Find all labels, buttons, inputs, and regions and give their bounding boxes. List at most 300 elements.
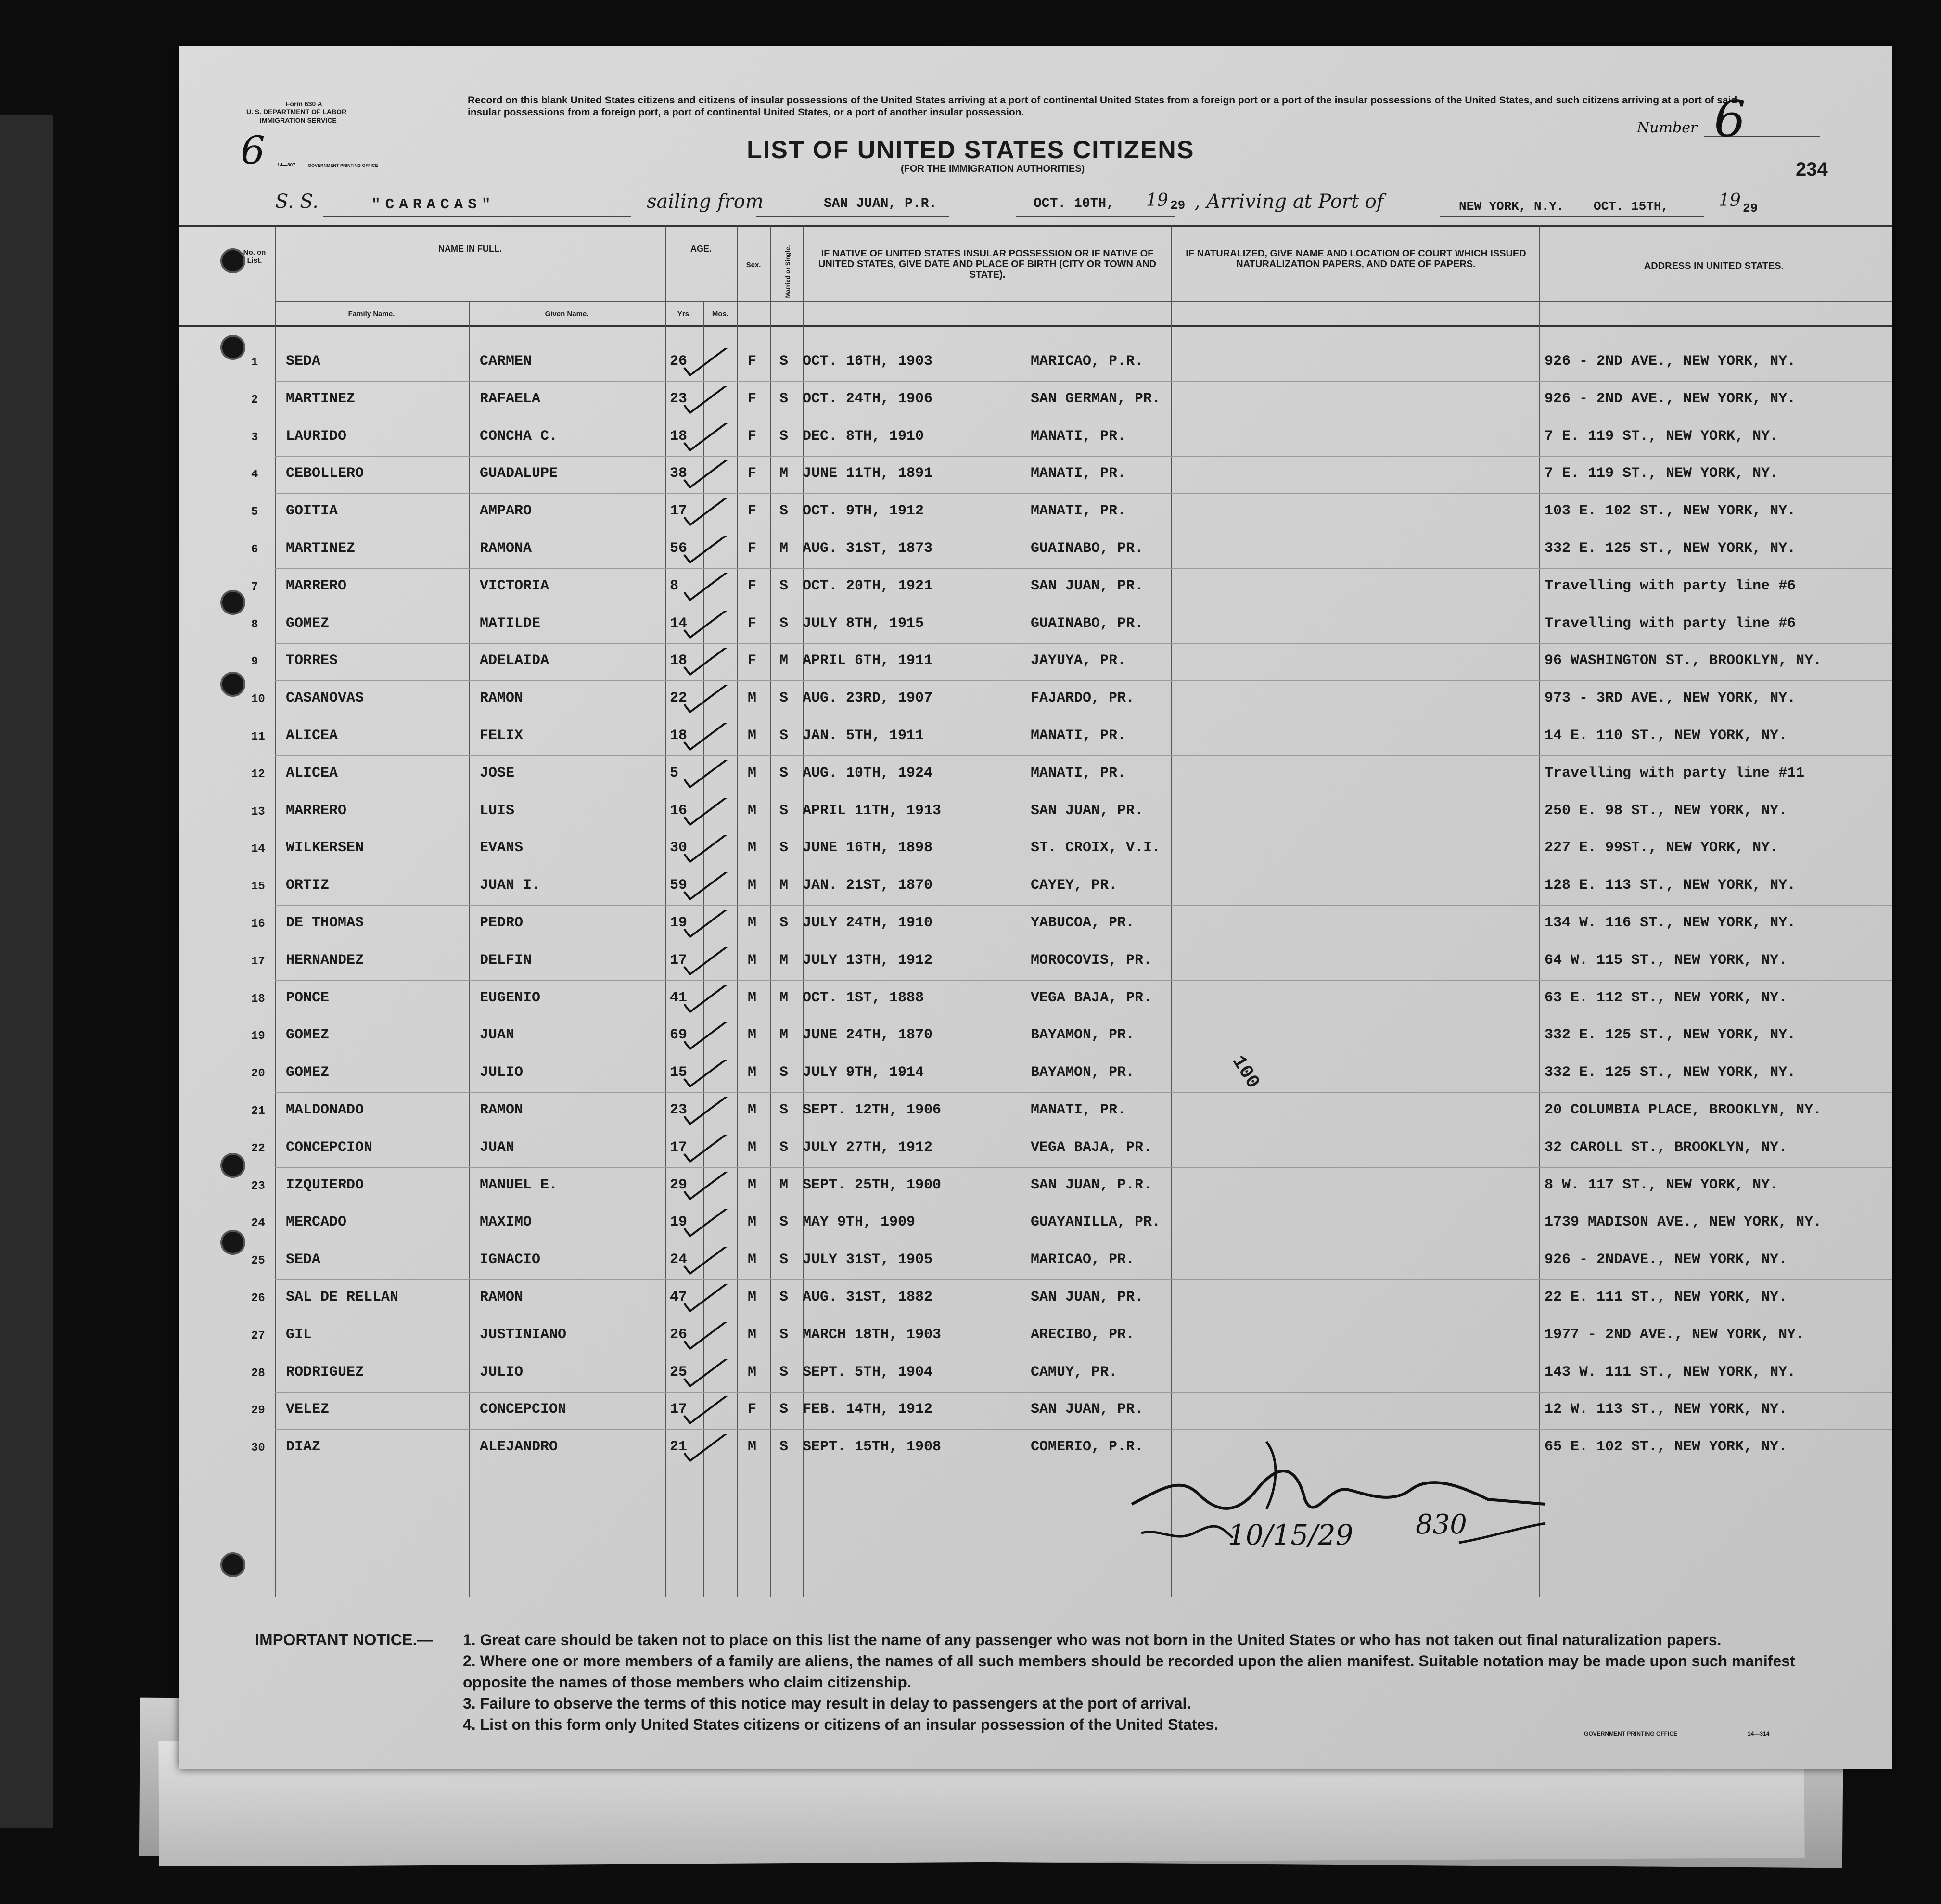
check-mark-icon xyxy=(679,723,747,752)
given-name: JUSTINIANO xyxy=(480,1326,567,1343)
col-header-native: IF NATIVE OF UNITED STATES INSULAR POSSESSION OR IF NATIVE OF UNITED STATES, GIVE DATE AND PLACE OF BIRTH (CITY OR TOWN AND STATE). xyxy=(818,248,1157,280)
given-name: CONCHA C. xyxy=(480,428,558,445)
marital-status: M xyxy=(779,465,789,482)
notice-item: 3. Failure to observe the terms of this notice may result in delay to passengers at the port of arrival. xyxy=(463,1695,1191,1712)
punch-hole xyxy=(220,1552,245,1577)
age: 29 xyxy=(670,1176,688,1193)
col-header-name: NAME IN FULL. xyxy=(438,244,502,254)
family-name: PONCE xyxy=(286,989,330,1006)
arriving-label: , Arriving at Port of xyxy=(1194,191,1384,213)
table-row xyxy=(179,681,1892,719)
row-number: 28 xyxy=(251,1367,265,1380)
marital-status: M xyxy=(779,1176,789,1193)
birth-date: JAN. 21ST, 1870 xyxy=(803,877,933,894)
check-mark-icon xyxy=(679,573,747,602)
given-name: PEDRO xyxy=(480,915,524,931)
age: 56 xyxy=(670,540,688,557)
given-name: JULIO xyxy=(480,1064,524,1081)
row-number: 18 xyxy=(251,992,265,1006)
birth-place: MANATI, PR. xyxy=(1031,765,1126,781)
table-row xyxy=(179,719,1892,756)
check-mark-icon xyxy=(679,611,747,639)
margin-mark: 6 xyxy=(241,128,265,173)
birth-date: AUG. 10TH, 1924 xyxy=(803,765,933,781)
birth-date: DEC. 8TH, 1910 xyxy=(803,428,924,445)
check-mark-icon xyxy=(679,910,747,939)
table-row xyxy=(179,1280,1892,1318)
birth-date: OCT. 9TH, 1912 xyxy=(803,503,924,520)
col-header-naturalized: IF NATURALIZED, GIVE NAME AND LOCATION OF COURT WHICH ISSUED NATURALIZATION PAPERS, AND DATE OF PAPERS. xyxy=(1186,248,1526,269)
birth-place: MOROCOVIS, PR. xyxy=(1031,952,1152,969)
col-header-family: Family Name. xyxy=(348,310,395,318)
row-number: 3 xyxy=(251,431,258,444)
birth-place: JAYUYA, PR. xyxy=(1031,652,1126,669)
age: 18 xyxy=(670,428,688,445)
row-number: 9 xyxy=(251,655,258,669)
age: 5 xyxy=(670,765,679,781)
given-name: MANUEL E. xyxy=(480,1176,558,1193)
birth-date: OCT. 1ST, 1888 xyxy=(803,989,924,1006)
birth-date: MAY 9TH, 1909 xyxy=(803,1214,916,1231)
check-mark-icon xyxy=(679,1284,747,1313)
from-underline xyxy=(756,216,949,217)
age: 30 xyxy=(670,840,688,856)
address: 1739 MADISON AVE., NEW YORK, NY. xyxy=(1545,1214,1822,1231)
sail-year: 29 xyxy=(1170,198,1186,213)
table-row xyxy=(179,1355,1892,1393)
age: 69 xyxy=(670,1027,688,1044)
family-name: SEDA xyxy=(286,353,321,370)
birth-date: APRIL 6TH, 1911 xyxy=(803,652,933,669)
notice-lead: IMPORTANT NOTICE.— xyxy=(255,1631,433,1648)
given-name: RAMON xyxy=(480,1102,524,1118)
given-name: JOSE xyxy=(480,765,515,781)
age: 25 xyxy=(670,1364,688,1380)
table-row xyxy=(179,831,1892,869)
birth-place: MANATI, PR. xyxy=(1031,1102,1126,1118)
sex: F xyxy=(748,615,757,632)
family-name: LAURIDO xyxy=(286,428,347,445)
table-row xyxy=(179,1205,1892,1243)
address: 128 E. 113 ST., NEW YORK, NY. xyxy=(1545,877,1796,894)
row-number: 21 xyxy=(251,1105,265,1118)
family-name: MALDONADO xyxy=(286,1102,364,1118)
family-name: IZQUIERDO xyxy=(286,1176,364,1193)
birth-date: APRIL 11TH, 1913 xyxy=(803,802,942,819)
given-name: DELFIN xyxy=(480,952,532,969)
birth-place: YABUCOA, PR. xyxy=(1031,915,1135,931)
check-mark-icon xyxy=(679,1172,747,1201)
given-name: RAFAELA xyxy=(480,390,541,407)
family-name: ORTIZ xyxy=(286,877,330,894)
age: 22 xyxy=(670,690,688,707)
col-header-given: Given Name. xyxy=(545,310,589,318)
address: 65 E. 102 ST., NEW YORK, NY. xyxy=(1545,1439,1788,1456)
sex: F xyxy=(748,1401,757,1418)
marital-status: S xyxy=(779,1102,789,1118)
sex: M xyxy=(748,1326,757,1343)
to-port: NEW YORK, N.Y. xyxy=(1459,199,1564,214)
table-row xyxy=(179,1168,1892,1206)
given-name: IGNACIO xyxy=(480,1252,541,1268)
table-row xyxy=(179,756,1892,794)
birth-place: VEGA BAJA, PR. xyxy=(1031,989,1152,1006)
address: 32 CAROLL ST., BROOKLYN, NY. xyxy=(1545,1139,1788,1156)
check-mark-icon xyxy=(679,1060,747,1088)
given-name: RAMONA xyxy=(480,540,532,557)
row-number: 14 xyxy=(251,843,265,856)
given-name: JUAN I. xyxy=(480,877,541,894)
marital-status: M xyxy=(779,540,789,557)
check-mark-icon xyxy=(679,1359,747,1388)
given-name: ALEJANDRO xyxy=(480,1439,558,1456)
from-port: SAN JUAN, P.R. xyxy=(824,196,937,211)
family-name: GOMEZ xyxy=(286,1027,330,1044)
age: 23 xyxy=(670,1102,688,1118)
marital-status: S xyxy=(779,690,789,707)
table-row xyxy=(179,1318,1892,1355)
age: 18 xyxy=(670,652,688,669)
family-name: CEBOLLERO xyxy=(286,465,364,482)
row-number: 20 xyxy=(251,1067,265,1081)
col-header-address: ADDRESS IN UNITED STATES. xyxy=(1644,261,1784,271)
notice-item: 2. Where one or more members of a family are aliens, the names of all such members should be recorded upon the alien manifest. Suitable notation may be made upon such manifest opposite the names of those members who claim citizenship. xyxy=(463,1652,1795,1691)
family-name: GOMEZ xyxy=(286,1064,330,1081)
address: Travelling with party line #6 xyxy=(1545,615,1796,632)
table-row xyxy=(179,981,1892,1019)
birth-place: BAYAMON, PR. xyxy=(1031,1027,1135,1044)
sex: M xyxy=(748,1214,757,1231)
check-mark-icon xyxy=(679,1247,747,1276)
birth-date: SEPT. 25TH, 1900 xyxy=(803,1176,942,1193)
ship-prefix: S. S. xyxy=(275,191,319,213)
header-mid-rule xyxy=(275,301,1892,302)
check-mark-icon xyxy=(679,760,747,789)
age: 21 xyxy=(670,1439,688,1456)
check-mark-icon xyxy=(679,1097,747,1126)
age: 26 xyxy=(670,1326,688,1343)
sex: M xyxy=(748,690,757,707)
check-mark-icon xyxy=(679,423,747,452)
given-name: LUIS xyxy=(480,802,515,819)
address: 973 - 3RD AVE., NEW YORK, NY. xyxy=(1545,690,1796,707)
arrive-date: OCT. 15TH, xyxy=(1594,199,1669,214)
check-mark-icon xyxy=(679,798,747,827)
family-name: DE THOMAS xyxy=(286,915,364,931)
age: 47 xyxy=(670,1289,688,1305)
age: 17 xyxy=(670,503,688,520)
birth-place: MANATI, PR. xyxy=(1031,728,1126,744)
address: 8 W. 117 ST., NEW YORK, NY. xyxy=(1545,1176,1779,1193)
col-header-age: AGE. xyxy=(690,244,712,254)
given-name: MATILDE xyxy=(480,615,541,632)
marital-status: S xyxy=(779,802,789,819)
given-name: EUGENIO xyxy=(480,989,541,1006)
table-row xyxy=(179,794,1892,831)
check-mark-icon xyxy=(679,1434,747,1463)
ship-underline xyxy=(323,216,631,217)
row-number: 22 xyxy=(251,1142,265,1155)
marital-status: S xyxy=(779,1214,789,1231)
birth-place: ARECIBO, PR. xyxy=(1031,1326,1135,1343)
given-name: FELIX xyxy=(480,728,524,744)
header-bottom-rule xyxy=(179,325,1892,327)
check-mark-icon xyxy=(679,386,747,415)
row-number: 17 xyxy=(251,955,265,968)
given-name: AMPARO xyxy=(480,503,532,520)
gpo-footer: GOVERNMENT PRINTING OFFICE xyxy=(1584,1730,1678,1737)
sex: M xyxy=(748,728,757,744)
marital-status: M xyxy=(779,952,789,969)
check-mark-icon xyxy=(679,1022,747,1051)
address: 227 E. 99ST., NEW YORK, NY. xyxy=(1545,840,1779,856)
row-number: 23 xyxy=(251,1179,265,1193)
address: 134 W. 116 ST., NEW YORK, NY. xyxy=(1545,915,1796,931)
birth-date: FEB. 14TH, 1912 xyxy=(803,1401,933,1418)
row-number: 26 xyxy=(251,1292,265,1305)
signature-date: 10/15/29 xyxy=(1228,1519,1354,1551)
birth-date: SEPT. 15TH, 1908 xyxy=(803,1439,942,1456)
sex: M xyxy=(748,989,757,1006)
marital-status: S xyxy=(779,577,789,594)
col-header-no: No. on List. xyxy=(243,248,266,265)
address: 20 COLUMBIA PLACE, BROOKLYN, NY. xyxy=(1545,1102,1822,1118)
birth-date: JULY 24TH, 1910 xyxy=(803,915,933,931)
row-number: 6 xyxy=(251,543,258,556)
table-row xyxy=(179,1393,1892,1430)
marital-status: M xyxy=(779,877,789,894)
row-number: 29 xyxy=(251,1404,265,1418)
family-name: CONCEPCION xyxy=(286,1139,373,1156)
sex: M xyxy=(748,1252,757,1268)
family-name: TORRES xyxy=(286,652,338,669)
age: 17 xyxy=(670,952,688,969)
birth-date: JULY 31ST, 1905 xyxy=(803,1252,933,1268)
address: 926 - 2ND AVE., NEW YORK, NY. xyxy=(1545,353,1796,370)
row-number: 25 xyxy=(251,1254,265,1268)
number-label: Number xyxy=(1637,119,1698,136)
sex: M xyxy=(748,765,757,781)
family-name: VELEZ xyxy=(286,1401,330,1418)
given-name: RAMON xyxy=(480,1289,524,1305)
table-row xyxy=(179,532,1892,569)
table-row xyxy=(179,906,1892,944)
signature-time: 830 xyxy=(1416,1509,1467,1540)
row-number: 30 xyxy=(251,1442,265,1455)
birth-place: SAN JUAN, PR. xyxy=(1031,1401,1144,1418)
given-name: CARMEN xyxy=(480,353,532,370)
sex: F xyxy=(748,540,757,557)
col-header-mos: Mos. xyxy=(712,310,729,318)
check-mark-icon xyxy=(679,1322,747,1351)
family-name: GOMEZ xyxy=(286,615,330,632)
table-row xyxy=(179,869,1892,906)
birth-date: OCT. 16TH, 1903 xyxy=(803,353,933,370)
row-number: 13 xyxy=(251,805,265,818)
table-row xyxy=(179,345,1892,382)
birth-place: SAN GERMAN, PR. xyxy=(1031,390,1161,407)
marital-status: S xyxy=(779,1326,789,1343)
given-name: VICTORIA xyxy=(480,577,549,594)
check-mark-icon xyxy=(679,498,747,527)
family-name: SAL DE RELLAN xyxy=(286,1289,399,1305)
age: 16 xyxy=(670,802,688,819)
age: 8 xyxy=(670,577,679,594)
marital-status: M xyxy=(779,652,789,669)
marital-status: S xyxy=(779,1401,789,1418)
address: 926 - 2NDAVE., NEW YORK, NY. xyxy=(1545,1252,1788,1268)
birth-place: MANATI, PR. xyxy=(1031,503,1126,520)
address: 14 E. 110 ST., NEW YORK, NY. xyxy=(1545,728,1788,744)
family-name: MERCADO xyxy=(286,1214,347,1231)
birth-date: SEPT. 5TH, 1904 xyxy=(803,1364,933,1380)
marital-status: M xyxy=(779,1027,789,1044)
given-name: JULIO xyxy=(480,1364,524,1380)
check-mark-icon xyxy=(679,348,747,377)
marital-status: M xyxy=(779,989,789,1006)
row-number: 27 xyxy=(251,1329,265,1342)
age: 23 xyxy=(670,390,688,407)
ship-name: "CARACAS" xyxy=(371,196,496,213)
address: 250 E. 98 ST., NEW YORK, NY. xyxy=(1545,802,1788,819)
birth-place: MARICAO, P.R. xyxy=(1031,353,1144,370)
sex: M xyxy=(748,1064,757,1081)
marital-status: S xyxy=(779,1252,789,1268)
row-number: 24 xyxy=(251,1217,265,1230)
footer-code: 14—314 xyxy=(1748,1730,1770,1737)
given-name: GUADALUPE xyxy=(480,465,558,482)
birth-place: GUAYANILLA, PR. xyxy=(1031,1214,1161,1231)
row-number: 11 xyxy=(251,730,265,743)
given-name: ADELAIDA xyxy=(480,652,549,669)
marital-status: S xyxy=(779,428,789,445)
table-row xyxy=(179,382,1892,420)
age: 59 xyxy=(670,877,688,894)
sex: M xyxy=(748,1102,757,1118)
check-mark-icon xyxy=(679,1209,747,1238)
birth-place: SAN JUAN, PR. xyxy=(1031,802,1144,819)
sex: M xyxy=(748,877,757,894)
sex: F xyxy=(748,577,757,594)
family-name: DIAZ xyxy=(286,1439,321,1456)
address: 103 E. 102 ST., NEW YORK, NY. xyxy=(1545,503,1796,520)
sex: M xyxy=(748,1027,757,1044)
row-number: 5 xyxy=(251,506,258,519)
marital-status: S xyxy=(779,390,789,407)
row-number: 12 xyxy=(251,767,265,781)
table-top-rule xyxy=(179,225,1892,227)
row-number: 10 xyxy=(251,693,265,706)
address: 332 E. 125 ST., NEW YORK, NY. xyxy=(1545,540,1796,557)
table-row xyxy=(179,1243,1892,1280)
sex: M xyxy=(748,915,757,931)
address: 7 E. 119 ST., NEW YORK, NY. xyxy=(1545,428,1779,445)
row-number: 15 xyxy=(251,880,265,894)
family-name: HERNANDEZ xyxy=(286,952,364,969)
family-name: ALICEA xyxy=(286,765,338,781)
sex: M xyxy=(748,840,757,856)
given-name: RAMON xyxy=(480,690,524,707)
birth-place: SAN JUAN, PR. xyxy=(1031,1289,1144,1305)
given-name: MAXIMO xyxy=(480,1214,532,1231)
col-header-married: Married or Single. xyxy=(784,245,792,298)
marital-status: S xyxy=(779,615,789,632)
age: 14 xyxy=(670,615,688,632)
address: 64 W. 115 ST., NEW YORK, NY. xyxy=(1545,952,1788,969)
table-row xyxy=(179,457,1892,494)
birth-place: ST. CROIX, V.I. xyxy=(1031,840,1161,856)
age: 17 xyxy=(670,1401,688,1418)
family-name: MARTINEZ xyxy=(286,390,356,407)
marital-status: S xyxy=(779,728,789,744)
address: 143 W. 111 ST., NEW YORK, NY. xyxy=(1545,1364,1796,1380)
sex: F xyxy=(748,652,757,669)
address: 1977 - 2ND AVE., NEW YORK, NY. xyxy=(1545,1326,1805,1343)
given-name: CONCEPCION xyxy=(480,1401,567,1418)
check-mark-icon xyxy=(679,1135,747,1163)
col-header-sex: Sex. xyxy=(746,261,761,269)
age: 41 xyxy=(670,989,688,1006)
col-header-yrs: Yrs. xyxy=(677,310,691,318)
notice-item: 1. Great care should be taken not to place on this list the name of any passenger who was not born in the United States or who has not taken out final naturalization papers. xyxy=(463,1631,1722,1648)
birth-date: AUG. 23RD, 1907 xyxy=(803,690,933,707)
family-name: RODRIGUEZ xyxy=(286,1364,364,1380)
arrive-year-prefix: 19 xyxy=(1719,191,1741,210)
sex: M xyxy=(748,802,757,819)
age: 38 xyxy=(670,465,688,482)
table-row xyxy=(179,1056,1892,1093)
family-name: GOITIA xyxy=(286,503,338,520)
address: 332 E. 125 ST., NEW YORK, NY. xyxy=(1545,1064,1796,1081)
birth-date: JULY 8TH, 1915 xyxy=(803,615,924,632)
birth-place: SAN JUAN, PR. xyxy=(1031,577,1144,594)
sex: F xyxy=(748,428,757,445)
birth-place: MANATI, PR. xyxy=(1031,465,1126,482)
birth-place: COMERIO, P.R. xyxy=(1031,1439,1144,1456)
sex: M xyxy=(748,952,757,969)
check-mark-icon xyxy=(679,685,747,714)
birth-place: FAJARDO, PR. xyxy=(1031,690,1135,707)
given-name: JUAN xyxy=(480,1027,515,1044)
sex: M xyxy=(748,1289,757,1305)
marital-status: S xyxy=(779,503,789,520)
family-name: GIL xyxy=(286,1326,312,1343)
page-number: 234 xyxy=(1796,159,1828,180)
birth-date: AUG. 31ST, 1873 xyxy=(803,540,933,557)
birth-date: JULY 27TH, 1912 xyxy=(803,1139,933,1156)
birth-place: VEGA BAJA, PR. xyxy=(1031,1139,1152,1156)
print-code: 14—807 xyxy=(277,163,295,168)
family-name: MARRERO xyxy=(286,577,347,594)
table-row xyxy=(179,944,1892,981)
birth-date: JUNE 16TH, 1898 xyxy=(803,840,933,856)
marital-status: S xyxy=(779,1439,789,1456)
row-number: 7 xyxy=(251,580,258,594)
birth-place: CAMUY, PR. xyxy=(1031,1364,1118,1380)
check-mark-icon xyxy=(679,536,747,564)
birth-date: JUNE 24TH, 1870 xyxy=(803,1027,933,1044)
sail-date: OCT. 10TH, xyxy=(1034,196,1115,211)
sex: M xyxy=(748,1176,757,1193)
row-number: 4 xyxy=(251,468,258,482)
marital-status: S xyxy=(779,1289,789,1305)
family-name: WILKERSEN xyxy=(286,840,364,856)
address: 7 E. 119 ST., NEW YORK, NY. xyxy=(1545,465,1779,482)
marital-status: S xyxy=(779,1064,789,1081)
row-number: 2 xyxy=(251,393,258,407)
page-title: LIST OF UNITED STATES CITIZENS xyxy=(747,136,1195,164)
table-row xyxy=(179,1131,1892,1168)
